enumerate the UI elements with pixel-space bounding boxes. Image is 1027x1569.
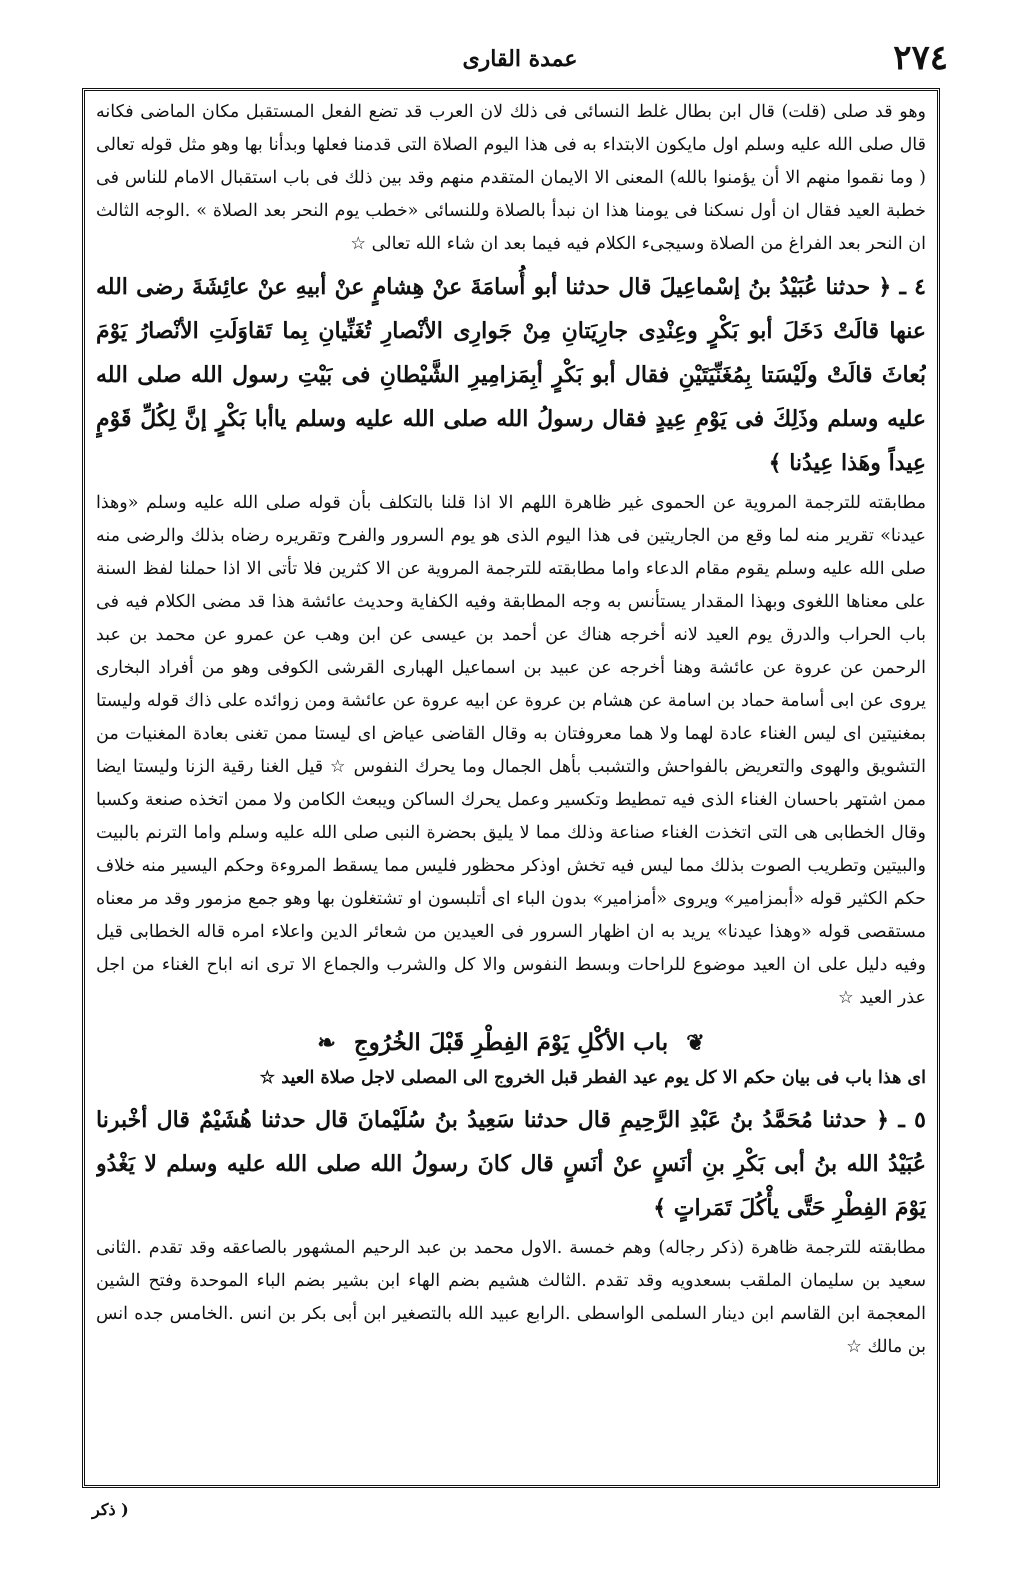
- chapter-description: ای هذا باب فی بیان حكم الا كل یوم عید الفطر قبل الخروج الی المصلی لاجل صلاة العید ☆: [259, 1068, 926, 1088]
- page-content: [96, 96, 926, 1476]
- ornament-icon: ❧: [317, 1030, 336, 1056]
- page-number: ٢٧٤: [893, 38, 948, 78]
- hadith-text: ٥ ـ ﴿ حدثنا مُحَمَّدُ بنُ عَبْدِ الرَّحِیمِ قال حدثنا سَعِیدُ بنُ سُلَیْمانَ قال حدثنا هُشَیْمٌ قال أخْبرنا عُبَیْدُ الله بنُ أبی بَكْرِ بنِ أنَسٍ عنْ أنَسٍ قال كانَ رسولُ الله صلى الله عليه وسلم لا یَغْدُو یَوْمَ الفِطْرِ حَتَّی یأْكُلَ تَمَراتٍ ﴾: [96, 1107, 926, 1221]
- commentary-paragraph: مطابقته للترجمة ظاهرة (ذكر رجاله) وهم خمسة .الاول محمد بن عبد الرحیم المشهور بالصاعقه وقد تقدم .الثانی سعید بن سلیمان الملقب بسعدویه وقد تقدم .الثالث هشیم بضم الهاء ابن بشیر بضم الباء الموحدة وفتح الشین المعجمة ابن القاسم ابن دینار السلمی الواسطی .الرابع عبید الله بالتصغیر ابن أبی بكر بن انس .الخامس جده انس بن مالك ☆: [96, 1238, 926, 1357]
- chapter-title: باب الأكْلِ یَوْمَ الفِطْرِ قَبْلَ الخُرُوجِ: [353, 1029, 669, 1056]
- book-title: عمدة القاری: [462, 46, 578, 72]
- catchword: ( ذكر: [92, 1500, 129, 1519]
- ornament-icon: ❦: [686, 1030, 705, 1056]
- chapter-heading: [96, 1029, 926, 1056]
- page-header: [80, 38, 960, 86]
- commentary-paragraph: وهو قد صلی (قلت) قال ابن بطال غلط النسائی فی ذلك لان العرب قد تضع الفعل المستقبل مكان الماضی فكانه قال صلى الله عليه وسلم اول مایكون الابتداء به فی هذا الیوم الصلاة التی قدمنا فعلها وبدأنا بها وهو مثل قوله تعالی ( وما نقموا منهم الا أن یؤمنوا بالله) المعنی الا الایمان المتقدم منهم وقد بین ذلك فی باب استقبال الامام للناس فی خطبة العید فقال ان أول نسكنا فی یومنا هذا ان نبدأ بالصلاة وللنسائی «خطب یوم النحر بعد الصلاة » .الوجه الثالث ان النحر بعد الفراغ من الصلاة وسیجیء الكلام فیه فیما بعد ان شاء الله تعالی ☆: [96, 102, 926, 254]
- hadith-text: ٤ ـ ﴿ حدثنا عُبَیْدُ بنُ إسْماعِیلَ قال حدثنا أبو أُسامَةَ عنْ هِشامٍ عنْ أبیهِ عنْ عائِشَةَ رضی الله عنها قالَتْ دَخَلَ أبو بَكْرٍ وعِنْدِی جارِیَتانِ مِنْ جَوارِی الأنْصارِ تُغَنِّیانِ بِما تَقاوَلَتِ الأنْصارُ یَوْمَ بُعاثَ قالَتْ ولَیْسَتا بِمُغَنِّیَتَیْنِ فقال أبو بَكْرٍ أبِمَزامِیرِ الشَّیْطانِ فی بَیْتِ رسول الله صلى الله عليه وسلم وذَلِكَ فی یَوْمِ عِیدٍ فقال رسولُ الله صلى الله عليه وسلم یاأبا بَكْرٍ إنَّ لِكُلِّ قَوْمٍ عِیداً وهَذا عِیدُنا ﴾: [96, 274, 926, 476]
- commentary-paragraph: مطابقته للترجمة المرویة عن الحموی غیر ظاهرة اللهم الا اذا قلنا بالتكلف بأن قوله صلى الله عليه وسلم «وهذا عیدنا» تقریر منه لما وقع من الجاریتین فی هذا الیوم الذی هو یوم السرور والفرح وتقریره رضاه بذلك والرضی منه صلى الله عليه وسلم یقوم مقام الدعاء واما مطابقته للترجمة المرویة عن الا كثرین فلا تأتی الا اذا حملنا لفظ السنة علی معناها اللغوی وبهذا المقدار یستأنس به وجه المطابقة وفیه الكفایة وحدیث عائشة هذا قد مضی الكلام فیه فی باب الحراب والدرق یوم العید لانه أخرجه هناك عن أحمد بن عیسی عن ابن وهب عن عمرو عن محمد بن عبد الرحمن عن عروة عن عائشة وهنا أخرجه عن عبید بن اسماعیل الهباری القرشی الكوفی وهو من أفراد البخاری یروی عن ابی أسامة حماد بن اسامة عن هشام بن عروة عن ابیه عروة عن عائشة ومن زوائده علی ذاك قوله ولیستا بمغنیتین ای لیس الغناء عادة لهما ولا هما معروفتان به وقال القاضی عیاض ای لیستا ممن تغنی بعادة المغنیات من التشویق والهوی والتعریض بالفواحش والتشبب بأهل الجمال وما یحرك النفوس ☆ قیل الغنا رقیة الزنا ولیستا ایضا ممن اشتهر باحسان الغناء الذی فیه تمطیط وتكسیر وعمل یحرك الساكن ویبعث الكامن ولا ممن اتخذه صنعة وكسبا وقال الخطابی هی التی اتخذت الغناء صناعة وذلك مما لا یلیق بحضرة النبی صلى الله عليه وسلم واما الترنم بالبیت والبیتین وتطریب الصوت بذلك مما لیس فیه تخش اوذكر محظور فلیس مما یسقط المروءة وحكم الیسیر منه خلاف حكم الكثیر قوله «أبمزامیر» ویروی «أمزامیر» بدون الباء ای أتلبسون او تشتغلون بها وهو جمع مزمور وقد مر معناه مستقصی قوله «وهذا عیدنا» یرید به ان اظهار السرور فی العیدین من شعائر الدین واعلاء امره قاله الخطابی قیل وفیه دلیل علی ان العید موضوع للراحات وبسط النفوس والا كل والشرب والجماع الا تری انه اباح الغناء من اجل عذر العید ☆: [96, 493, 926, 1008]
